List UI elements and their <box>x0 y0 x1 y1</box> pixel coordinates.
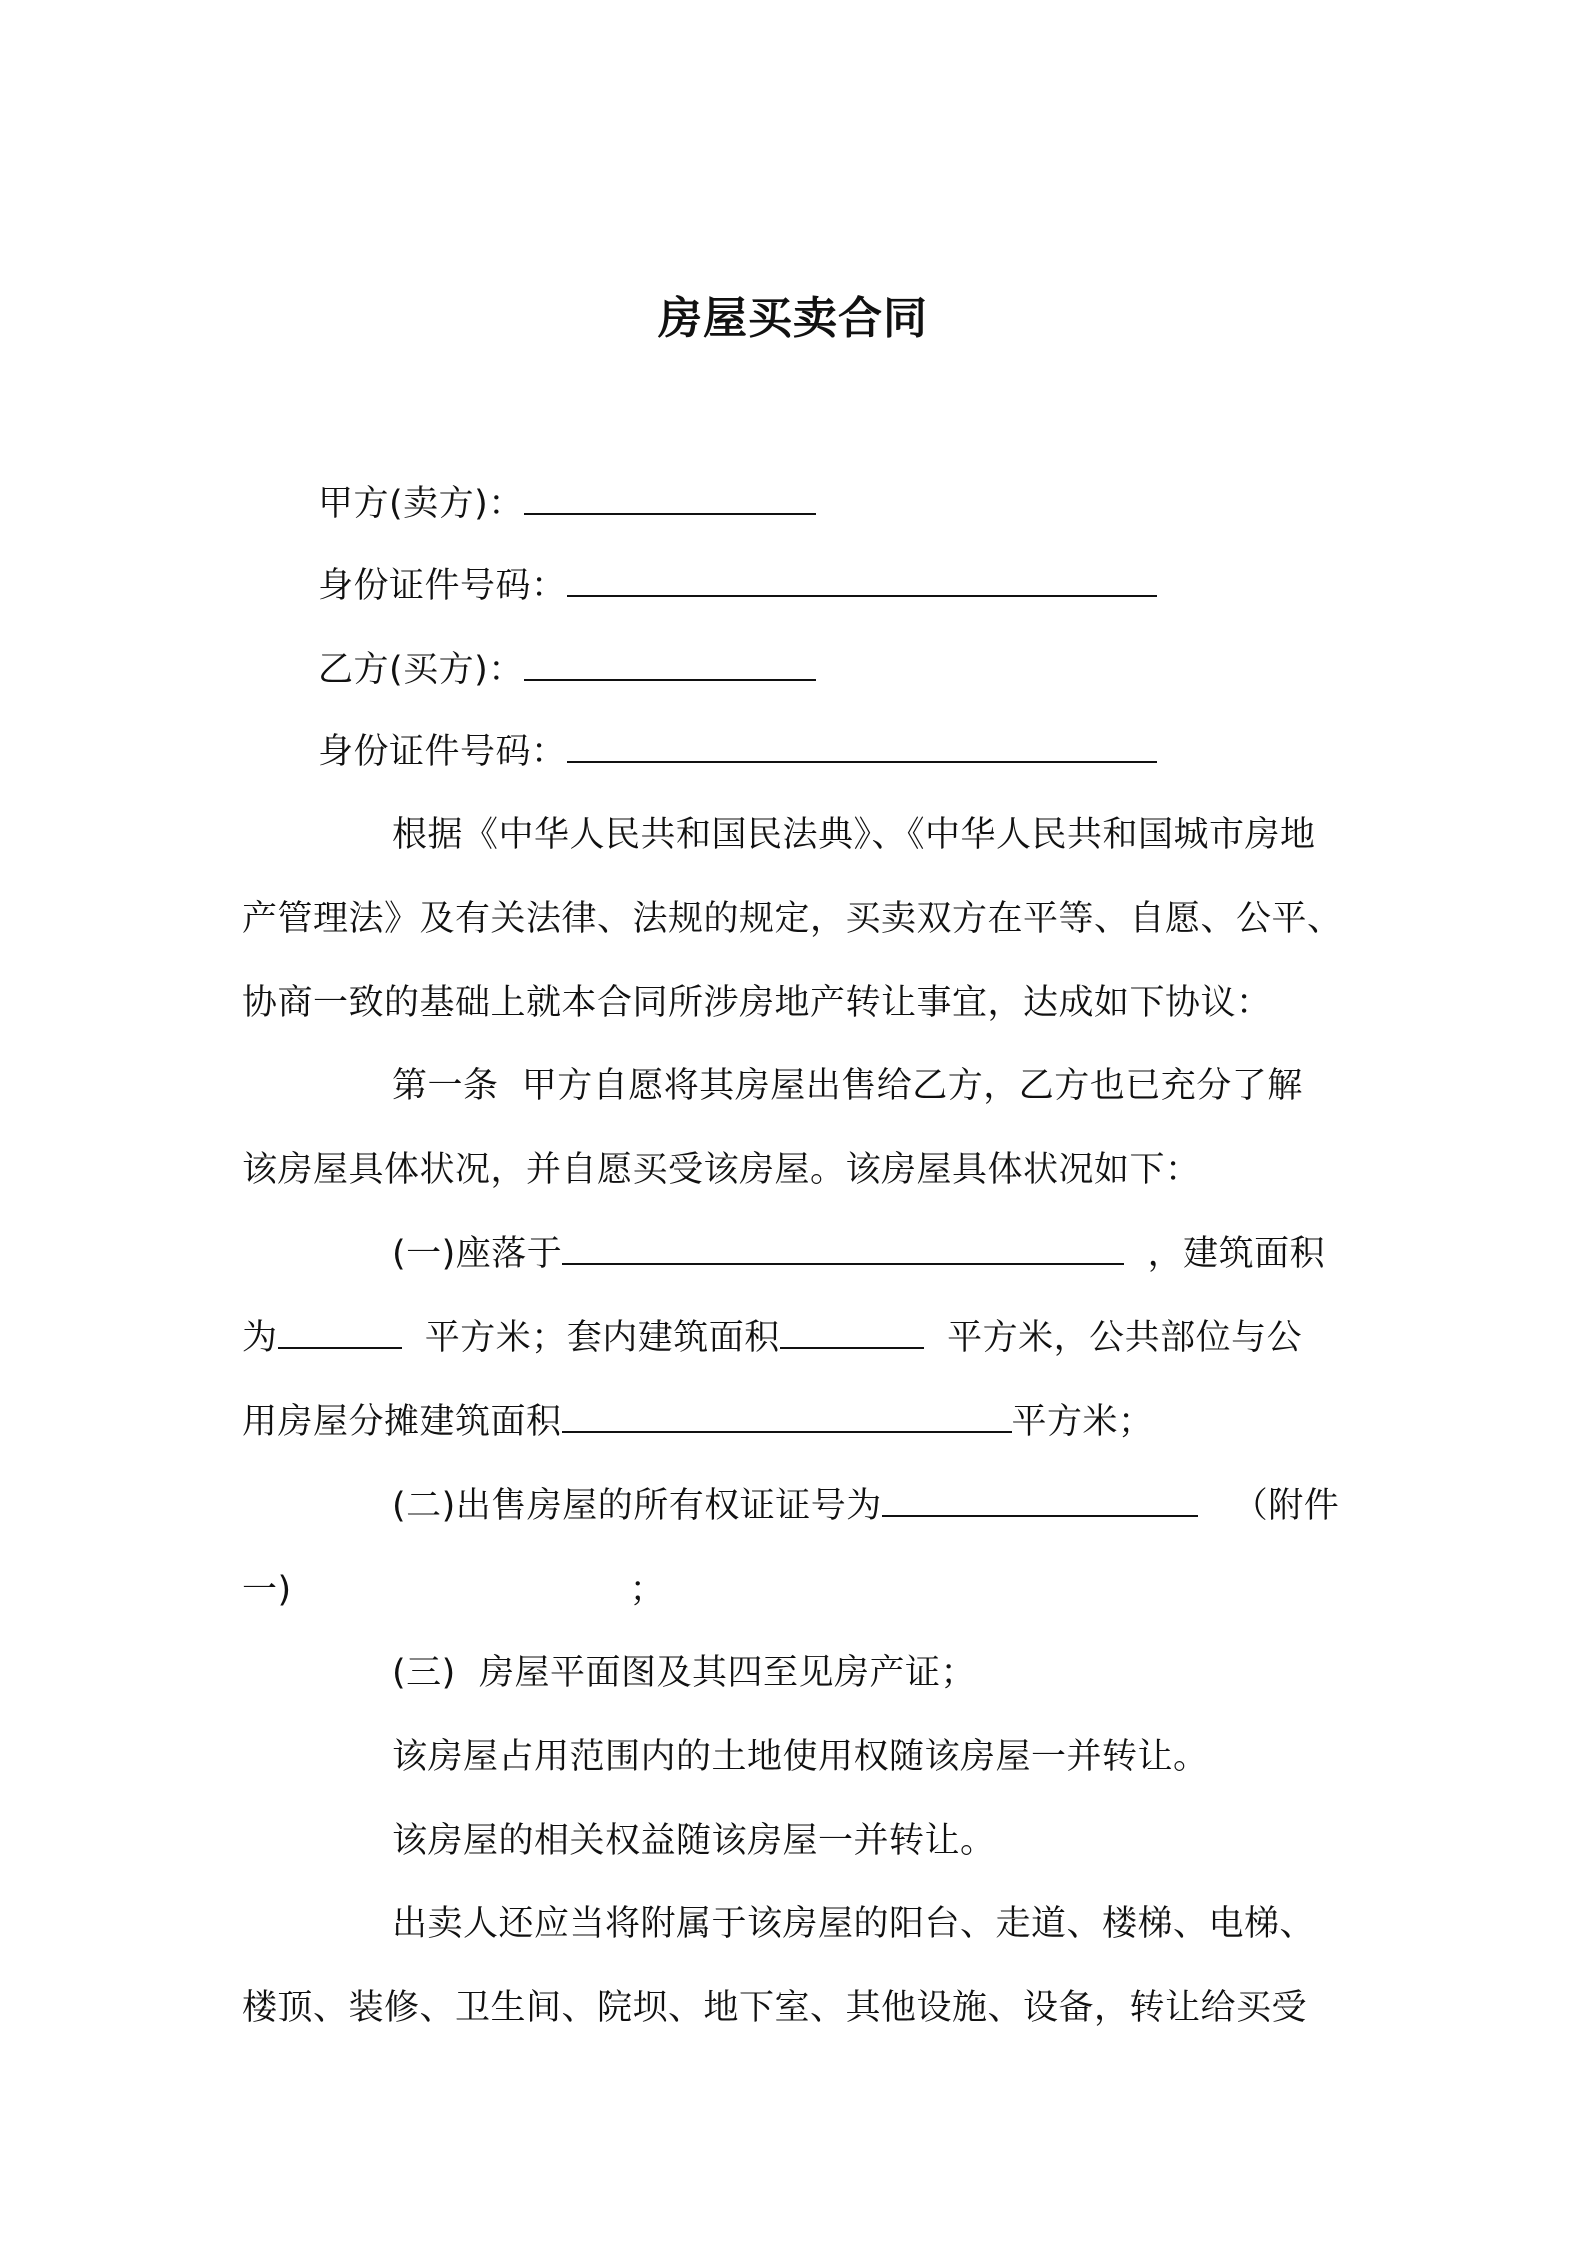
seller-id-blank <box>567 565 1157 597</box>
attachment-space <box>292 1571 630 1601</box>
item2-line2-start: 一) <box>242 1570 292 1610</box>
seller-label: 甲方(卖方)： <box>318 484 524 524</box>
buyer-id-label: 身份证件号码： <box>318 732 567 772</box>
item2-line-1 <box>392 1484 1502 1528</box>
location-blank-2 <box>790 1233 958 1265</box>
item2-line-2 <box>242 1568 1352 1612</box>
item1-line-3 <box>242 1400 1352 1444</box>
buyer-label: 乙方(买方)： <box>318 650 524 690</box>
facilities-line-2: 楼顶、装修、卫生间、院坝、地下室、其他设施、设备，转让给买受 <box>242 1988 1308 2028</box>
certificate-number-blank <box>882 1485 1198 1517</box>
item1-line-2 <box>242 1316 1352 1360</box>
seller-name-blank <box>524 483 816 515</box>
document-title: 房屋买卖合同 <box>658 293 928 344</box>
item1-suffix: ，建筑面积 <box>1147 1234 1326 1274</box>
location-blank-1 <box>562 1233 790 1265</box>
buyer-line <box>318 648 1428 692</box>
item1-line2-mid1: 平方米；套内建筑面积 <box>424 1318 780 1358</box>
buyer-name-blank <box>524 649 816 681</box>
item2-line2-end: ； <box>629 1570 666 1610</box>
item1-prefix: (一)座落于 <box>392 1234 563 1274</box>
land-clause: 该房屋占用范围内的土地使用权随该房屋一并转让。 <box>392 1737 1209 1777</box>
buyer-id-line <box>318 730 1428 774</box>
preamble-line-1: 根据《中华人民共和国民法典》、《中华人民共和国城市房地 <box>392 815 1316 855</box>
building-area-blank <box>278 1317 402 1349</box>
rights-clause: 该房屋的相关权益随该房屋一并转让。 <box>392 1821 996 1861</box>
preamble-line-3: 协商一致的基础上就本合同所涉房地产转让事宜，达成如下协议： <box>242 983 1272 1023</box>
article1-line-1: 第一条 甲方自愿将其房屋出售给乙方，乙方也已充分了解 <box>392 1066 1303 1106</box>
item1-line3-start: 用房屋分摊建筑面积 <box>242 1402 562 1442</box>
item1-line2-mid2: 平方米，公共部位与公 <box>947 1318 1303 1358</box>
buyer-id-blank <box>567 731 1157 763</box>
article1-line-2: 该房屋具体状况，并自愿买受该房屋。该房屋具体状况如下： <box>242 1150 1201 1190</box>
inner-area-blank <box>780 1317 924 1349</box>
facilities-line-1: 出卖人还应当将附属于该房屋的阳台、走道、楼梯、电梯、 <box>392 1904 1316 1944</box>
preamble-line-2: 产管理法》及有关法律、法规的规定，买卖双方在平等、自愿、公平、 <box>242 899 1343 939</box>
location-blank-3 <box>958 1233 1124 1265</box>
seller-line <box>318 482 1428 526</box>
item1-line3-end: 平方米； <box>1011 1402 1154 1442</box>
item2-suffix: （附件 <box>1232 1486 1340 1526</box>
item3-line: (三) 房屋平面图及其四至见房产证； <box>392 1653 977 1693</box>
shared-area-blank <box>562 1401 1012 1433</box>
item2-prefix: (二)出售房屋的所有权证证号为 <box>392 1486 882 1526</box>
seller-id-line <box>318 564 1428 608</box>
item1-line-1 <box>392 1232 1502 1276</box>
item1-line2-start: 为 <box>242 1318 278 1358</box>
seller-id-label: 身份证件号码： <box>318 566 567 606</box>
